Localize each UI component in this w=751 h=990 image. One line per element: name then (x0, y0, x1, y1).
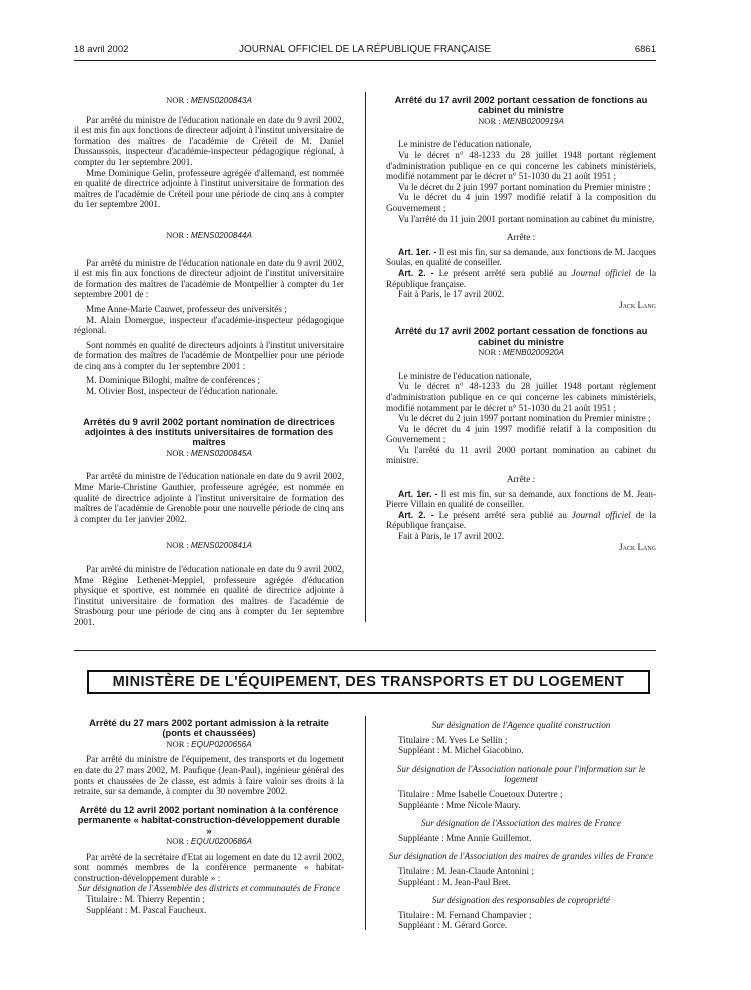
column-divider (365, 716, 366, 930)
titulaire-line: Titulaire : M. Yves Le Sellin ; (398, 734, 508, 745)
header-date: 18 avril 2002 (74, 44, 129, 55)
paragraph: Par arrêté du ministre de l'équipement, des transports et du logement en date du 27 mars 2002, M. Paufique (Jean-Paul), ingénieur général des ponts et chaussées de 2e classe, est admis à faire valoir ses droits à la retraite, sur sa demande, à compter du 30 novembre 2002. (74, 754, 344, 797)
paragraph: Vu le décret n° 48-1233 du 28 juillet 1948 portant règlement d'administration publique en ce qui concerne les cabinets ministériels, modifié notamment par le décret n° 51-1030 du 21 août 1951 ; (386, 150, 656, 182)
fait-line: Fait à Paris, le 17 avril 2002. (398, 289, 505, 300)
paragraph: Vu le décret n° 48-1233 du 28 juillet 1948 portant règlement d'administration publique en ce qui concerne les cabinets ministériels, modifié notamment par le décret n° 51-1030 du 21 août 1951 ; (386, 381, 656, 413)
nor-line: NOR : MENS0200843A (166, 95, 252, 105)
article: Art. 1er. - Il est mis fin, sur sa demande, aux fonctions de M. Jean-Pierre Villain en qualité de conseiller. (386, 488, 657, 510)
suppleant-line: Suppléant : M. Michel Giacobino. (398, 745, 524, 756)
section-title: Arrêté du 17 avril 2002 portant cessation de fonctions au cabinet du ministre (394, 325, 648, 347)
paragraph: Vu le décret du 2 juin 1997 portant nomination du Premier ministre ; (398, 413, 651, 424)
titulaire-line: Titulaire : M. Fernand Champavier ; (398, 909, 532, 920)
paragraph: Vu le décret du 2 juin 1997 portant nomination du Premier ministre ; (398, 181, 651, 192)
nor-line: NOR : MENS0200841A (166, 540, 252, 551)
paragraph: Mme Dominique Gelin, professeure agrégée d'allemand, est nommée en qualité de directrice adjointe à l'institut universitaire de formation des maîtres de l'académie de Créteil pour une période de cinq ans à compter du 1er septembre 2001. (74, 167, 344, 210)
designation-heading: Sur désignation de l'Association des maires de France (421, 818, 621, 829)
signature: Jack Lang (619, 541, 656, 552)
designation-heading: Sur désignation de l'Association des maires de grandes villes de France (388, 851, 654, 862)
column-divider (365, 92, 366, 622)
titulaire-line: Titulaire : M. Jean-Claude Antonini ; (398, 865, 534, 876)
fait-line: Fait à Paris, le 17 avril 2002. (398, 531, 505, 542)
paragraph: Le ministre de l'éducation nationale, (398, 370, 532, 381)
paragraph: Par arrêté du ministre de l'éducation nationale en date du 9 avril 2002, il est mis fin aux fonctions de directeur adjoint à l'institut universitaire de formation des maîtres de l'académie de Créteil de M. Daniel Dussaussois, inspecteur d'académie-inspecteur pédagogique régional, à compter du 1er septembre 2001. (74, 114, 344, 167)
suppleant-line: Suppléant : M. Jean-Paul Bret. (398, 876, 511, 887)
suppleant-line: Suppléant : M. Pascal Faucheux. (86, 904, 207, 915)
section-title: Arrêtés du 9 avril 2002 portant nomination de directrices adjointes à des instituts universitaires de formation des maîtres (83, 415, 335, 448)
paragraph: M. Olivier Bost, inspecteur de l'éducation nationale. (86, 386, 278, 397)
suppleant-line: Suppléante : Mme Annie Guillemot. (398, 832, 532, 843)
bottom-left-column (74, 718, 344, 915)
titulaire-line: Titulaire : Mme Isabelle Couetoux Dutertre ; (398, 788, 563, 799)
designation-heading: Sur désignation des responsables de copropriété (431, 895, 611, 906)
paragraph: Par arrêté du ministre de l'éducation nationale en date du 9 avril 2002, il est mis fin aux fonctions de directeur adjoint de l'institut universitaire de formation des maîtres de l'académie de Montpellier à compter du 1er septembre 2001 de : (74, 257, 344, 300)
paragraph: Vu le décret du 4 juin 1997 modifié relatif à la composition du Gouvernement ; (386, 192, 656, 213)
paragraph: Par arrêté du ministre de l'éducation nationale en date du 9 avril 2002, Mme Marie-Christine Gauthier, professeure agrégée, est nommée en qualité de directrice adjointe à l'institut universitaire de formation des maîtres de l'académie de Grenoble pour une nouvelle période de cinq ans à compter du 1er janvier 2002. (74, 471, 344, 524)
paragraph: Vu le décret du 4 juin 1997 modifié relatif à la composition du Gouvernement ; (386, 423, 656, 445)
nor-line: NOR : EQUU0200686A (166, 836, 252, 846)
designation-heading: Sur désignation de l'Agence qualité construction (431, 720, 611, 730)
paragraph: Par arrêté du ministre de l'éducation nationale en date du 9 avril 2002, Mme Régine Lethenet-Meppiel, professeure agrégée d'éducation physique et sportive, est nommée en qualité de directrice adjointe à l'institut universitaire de formation des maîtres de l'académie de Strasbourg pour une période de cinq ans à compter du 1er septembre 2001. (74, 564, 344, 627)
nor-line: NOR : MENS0200845A (166, 447, 252, 458)
header-page-number: 6861 (634, 44, 656, 55)
designation-heading: Sur désignation de l'Association nationale pour l'information sur le logement (396, 763, 646, 785)
article: Art. 2. - Le présent arrêté sera publié au Journal officiel de la République française. (386, 509, 657, 531)
section-title: Arrêté du 12 avril 2002 portant nomination à la conférence permanente « habitat-construction-développement durable » (77, 803, 341, 836)
suppleant-line: Suppléante : Mme Nicole Maury. (398, 799, 521, 810)
arrete-label: Arrête : (506, 232, 536, 243)
section-title: Arrêté du 17 avril 2002 portant cessation de fonctions au cabinet du ministre (394, 94, 648, 116)
paragraph: Le ministre de l'éducation nationale, (398, 139, 532, 150)
nor-line: NOR : MENS0200844A (166, 229, 252, 240)
nor-line: NOR : EQUP0200656A (166, 738, 252, 749)
ministry-banner: MINISTÈRE DE L'ÉQUIPEMENT, DES TRANSPORTS ET DU LOGEMENT (87, 670, 650, 694)
section-title: Arrêté du 27 mars 2002 portant admission à la retraite (ponts et chaussées) (89, 717, 329, 739)
suppleant-line: Suppléant : M. Gérard Gorce. (398, 920, 508, 931)
article: Art. 1er. - Il est mis fin, sur sa demande, aux fonctions de M. Jacques Soulas, en qualité de conseiller. (386, 246, 657, 268)
paragraph: Vu l'arrêté du 11 avril 2000 portant nomination au cabinet du ministre. (386, 444, 656, 466)
section-rule (74, 650, 656, 651)
paragraph: M. Alain Domergue, inspecteur d'académie-inspecteur pédagogique régional. (74, 314, 344, 336)
paragraph: Mme Anne-Marie Cauwet, professeur des universités ; (86, 303, 287, 314)
left-column (74, 95, 344, 628)
paragraph: Par arrêté de la secrétaire d'Etat au logement en date du 12 avril 2002, sont nommés membres de la conférence permanente « habitat-construction-développement durable » : (74, 851, 344, 883)
nor-line: NOR : MENB0200919A (478, 115, 564, 126)
titulaire-line: Titulaire : M. Thierry Repentin ; (86, 893, 205, 904)
paragraph: M. Dominique Biloghi, maître de conférences ; (86, 375, 261, 386)
page-header (74, 44, 656, 58)
header-rule (74, 60, 656, 61)
header-journal-title: JOURNAL OFFICIEL DE LA RÉPUBLIQUE FRANÇAISE (238, 44, 492, 55)
article: Art. 2. - Le présent arrêté sera publié au Journal officiel de la République française. (386, 267, 657, 289)
right-column (386, 95, 656, 552)
paragraph: Vu l'arrêté du 11 juin 2001 portant nomination au cabinet du ministre, (398, 213, 655, 224)
designation-heading: Sur désignation de l'Assemblée des districts et communautés de France (77, 883, 341, 894)
nor-line: NOR : MENB0200920A (478, 347, 564, 358)
paragraph: Sont nommés en qualité de directeurs adjoints à l'institut universitaire de formation des maîtres de l'académie de Montpellier pour une période de cinq ans à compter du 1er septembre 2001 : (74, 339, 344, 371)
signature: Jack Lang (619, 299, 656, 310)
bottom-right-column (386, 720, 656, 931)
arrete-label: Arrête : (506, 474, 536, 485)
